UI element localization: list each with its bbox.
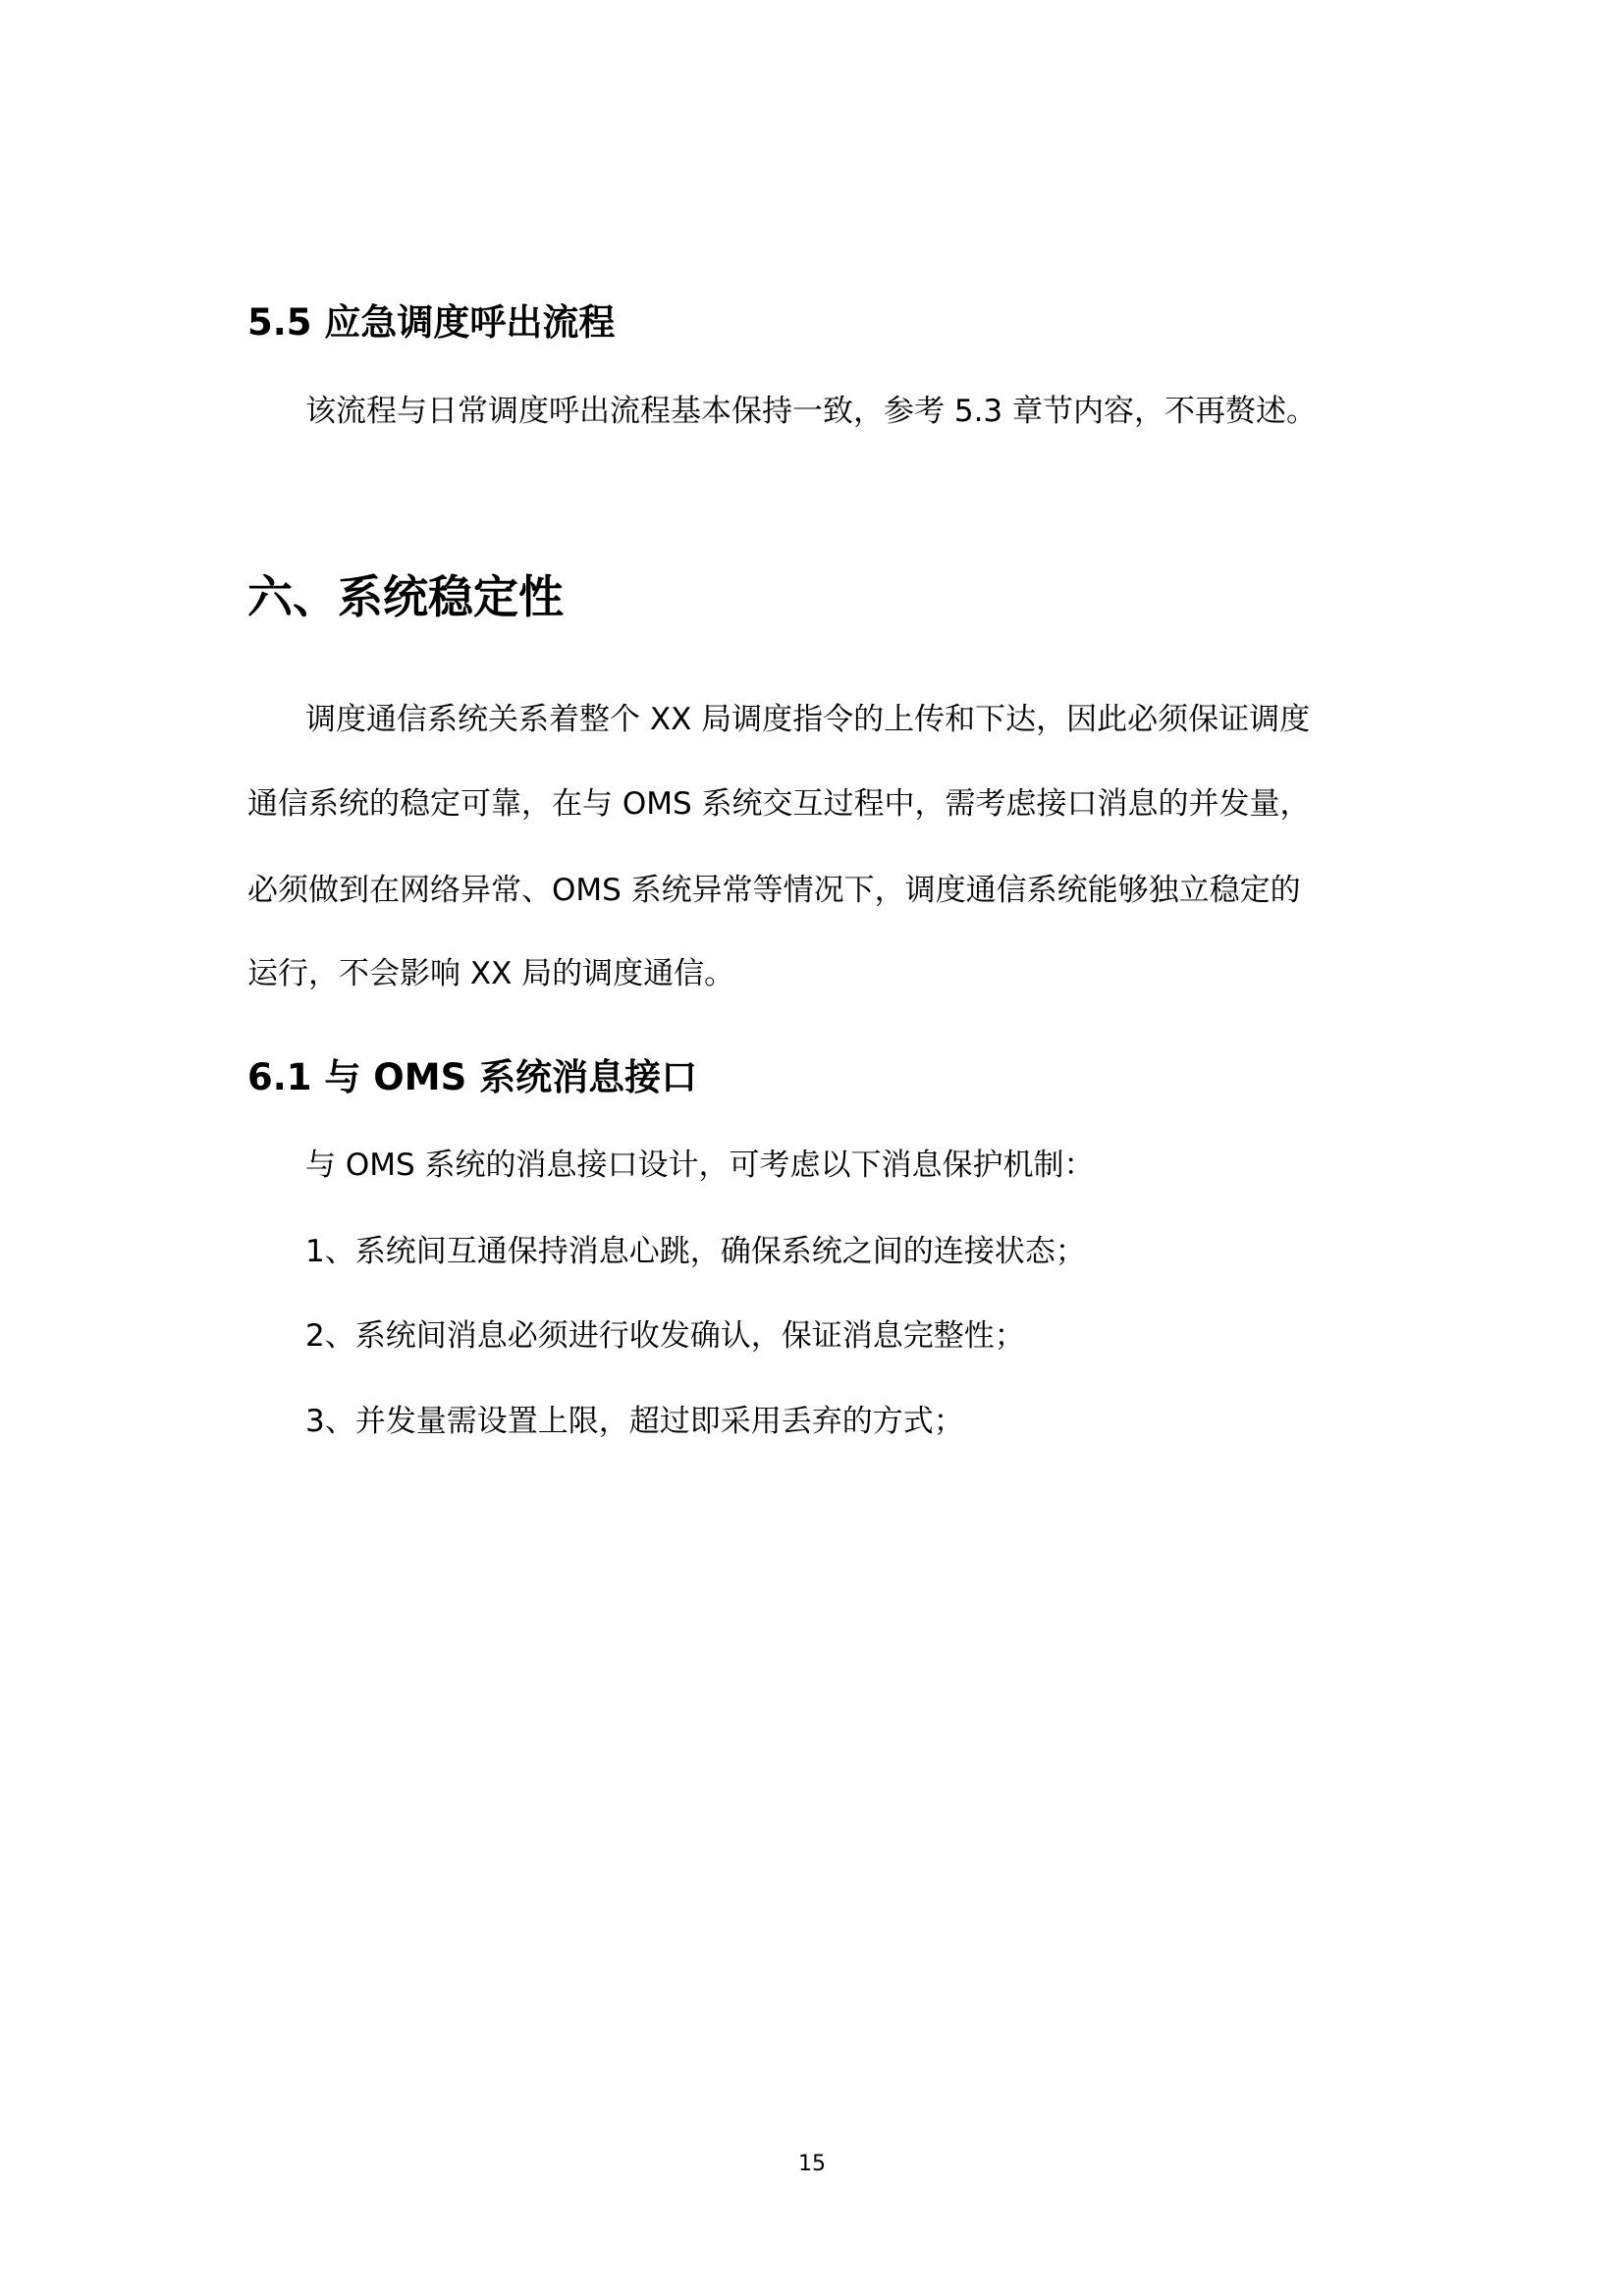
section-6-1-heading: 6.1 与 OMS 系统消息接口 xyxy=(247,1056,698,1098)
chapter-6-body-line: 必须做到在网络异常、OMS 系统异常等情况下，调度通信系统能够独立稳定的 xyxy=(247,873,1301,908)
list-item: 2、系统间消息必须进行收发确认，保证消息完整性； xyxy=(305,1318,1025,1354)
list-item: 1、系统间互通保持消息心跳，确保系统之间的连接状态； xyxy=(305,1234,1086,1269)
page-number: 15 xyxy=(798,2152,826,2176)
section-6-1-intro: 与 OMS 系统的消息接口设计，可考虑以下消息保护机制： xyxy=(305,1148,1095,1183)
list-item: 3、并发量需设置上限，超过即采用丢弃的方式； xyxy=(305,1404,964,1439)
chapter-6-heading: 六、系统稳定性 xyxy=(247,570,564,623)
section-5-5-body: 该流程与日常调度呼出流程基本保持一致，参考 5.3 章节内容，不再赘述。 xyxy=(305,394,1318,429)
chapter-6-body-line: 通信系统的稳定可靠，在与 OMS 系统交互过程中，需考虑接口消息的并发量， xyxy=(247,786,1311,822)
section-5-5-heading: 5.5 应急调度呼出流程 xyxy=(247,301,616,344)
chapter-6-body-line: 调度通信系统关系着整个 XX 局调度指令的上传和下达，因此必须保证调度 xyxy=(305,702,1311,737)
chapter-6-body-line: 运行，不会影响 XX 局的调度通信。 xyxy=(247,956,735,991)
